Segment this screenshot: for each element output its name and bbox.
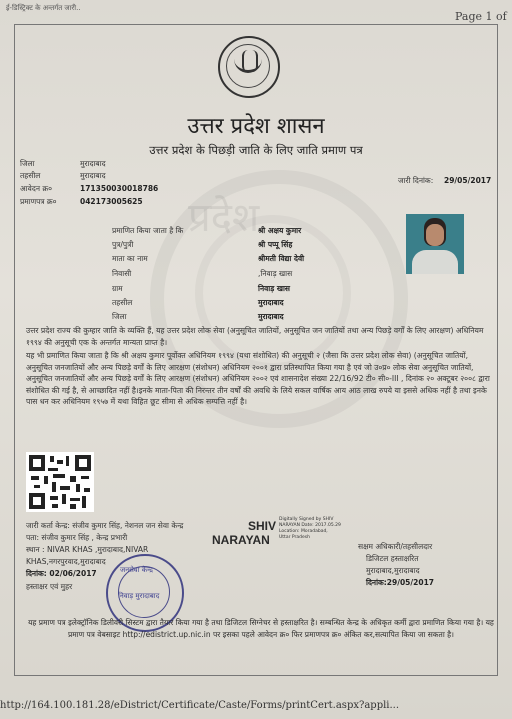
mother-label: माता का नाम [112, 254, 148, 263]
watermark-text: प्रदेश [188, 195, 260, 241]
authority-location: मुरादाबाद,मुरादाबाद [366, 566, 420, 575]
applicant-district-label: जिला [112, 312, 127, 321]
village-label: ग्राम [112, 284, 123, 293]
village-value: निवाड़ खास [258, 284, 290, 293]
mother-name: श्रीमती विद्या देवी [258, 254, 305, 263]
creamy-layer-paragraph: यह भी प्रमाणित किया जाता है कि श्री अक्षय कुमार पूर्वोक्त अधिनियम १९९४ (यथा संशोधित) की अनुसूची २ (जैसा कि उत्तर प्रदेश लोक सेवा) (अनुसूचित जातियों, अनुसूचित जनजातियों और अन्य पिछड़े वर्गों के लिए आरक्षण (संशोधन) अधिनियम २००१ द्वारा प्रतिस्थापित किया गया है एवं जो उ०प्र० लोक सेवा अनुसूचित जातियों, अनुसूचित जनजातियों और अन्य पिछड़े वर्गों के लिए आरक्षण (संशोधन) अधिनियम २००२ एवं शासनादेश संख्या 22/16/92 टी० सी०-III , दिनांक २० अक्टूबर २००८ द्वारा संशोधित की गई है, से आच्छादित नहीं है।इनके माता-पिता की निरन्तर तीन वर्षों की अवधि के लिये सकल वार्षिक आय आठ लाख रुपये या इससे अधिक नहीं है तथा इनके पास धन कर अधिनियम १९५७ में यथा विहित छूट सीमा से अधिक सम्पत्ति नहीं है। [26, 351, 490, 407]
applicant-name: श्री अक्षय कुमार [258, 226, 302, 235]
father-name: श्री पप्पू सिंह [258, 240, 293, 249]
seal-top-text: जनसेवा केन्द्र [120, 566, 153, 574]
seal-mid-text: निवाड़ मुरादाबाद [118, 592, 160, 600]
applicant-tehsil-label: तहसील [112, 298, 133, 307]
browser-header-text: ई-डिस्ट्रिक्ट के अन्तर्गत जारी.. [6, 4, 81, 12]
resident-label: निवासी [112, 269, 132, 278]
issuer-place-cont: KHAS,नगरपुरवाद,मुरादाबाद [26, 557, 106, 566]
issue-date: 29/05/2017 [444, 176, 492, 185]
certificate-number-label: प्रमाणपत्र क्र० [20, 197, 57, 206]
issuer-address: पता: संजीव कुमार सिंह , केन्द्र प्रभारी [26, 533, 128, 542]
issuer-place: स्थान : NIVAR KHAS ,मुरादाबाद,NIVAR [26, 545, 149, 554]
certificate-title: उत्तर प्रदेश शासन [187, 114, 325, 139]
resident-value: ,निवाड़ खास [258, 269, 293, 278]
applicant-tehsil-value: मुरादाबाद [258, 298, 284, 307]
signer-name-line2: NARAYAN [212, 533, 270, 547]
certificate-number: 042173005625 [80, 197, 143, 206]
applicant-district-value: मुरादाबाद [258, 312, 284, 321]
tehsil-value: मुरादाबाद [80, 171, 106, 180]
digital-sign-line2: NARAYAN Date: 2017.05.29 [279, 523, 341, 528]
verification-note: यह प्रमाण पत्र इलेक्ट्रॉनिक डिलीवरी सिस्टम द्वारा तैयार किया गया है तथा डिजिटल सिग्नेचर से हस्ताक्षरित है। सम्बन्धित केन्द्र के अधिकृत कर्मी द्वारा प्रमाणित किया गया है। यह प्रमाण पत्र वेबसाइट http://edistrict.up.nic.in पर इसका पहले आवेदन क्र० फिर प्रमाणपत्र क्र० अंकित कर,सत्यापित किया जा सकता है। [28, 618, 494, 639]
page-number: Page 1 of [455, 10, 507, 23]
digital-sign-line3: Location: Moradabad, [279, 529, 328, 534]
issue-date-label: जारी दिनांक: [398, 176, 434, 185]
print-url: http://164.100.181.28/eDistrict/Certificate/Caste/Forms/printCert.aspx?appli... [0, 700, 400, 711]
authority-designation: सक्षम अधिकारी/तहसीलदार [358, 542, 433, 551]
issuer-date: दिनांक: 02/06/2017 [26, 569, 97, 578]
applicant-photo [406, 214, 464, 274]
issuer-sign-label: हस्ताक्षर एवं मुहर [26, 582, 73, 591]
caste-declaration-paragraph: उत्तर प्रदेश राज्य की कुम्हार जाति के व्यक्ति हैं, यह उत्तर प्रदेश लोक सेवा (अनुसूचित जातियों, अनुसूचित जन जातियों तथा अन्य पिछड़े वर्गों के लिए आरक्षण) अधिनियम १९९४ की अनुसूची एक के अन्तर्गत मान्यता प्राप्त है। [26, 326, 484, 347]
authority-digital-note: डिजिटल हस्ताक्षरित [366, 554, 419, 563]
authority-date: दिनांक:29/05/2017 [366, 578, 435, 587]
qr-code [26, 452, 94, 512]
digital-sign-line4: Uttar Pradesh [279, 535, 310, 540]
up-state-emblem [218, 36, 280, 98]
certificate-subtitle: उत्तर प्रदेश के पिछड़ी जाति के लिए जाति प्रमाण पत्र [149, 143, 363, 157]
relation-label: पुत्र/पुत्री [112, 240, 134, 249]
district-label: जिला [20, 159, 35, 168]
tehsil-label: तहसील [20, 171, 41, 180]
application-number: 171350030018786 [80, 184, 159, 193]
district-value: मुरादाबाद [80, 159, 106, 168]
application-number-label: आवेदन क्र० [20, 184, 53, 193]
digital-sign-line1: Digitally Signed by SHIV [279, 517, 334, 522]
certify-intro: प्रमाणित किया जाता है कि [112, 226, 184, 235]
signer-name-line1: SHIV [248, 519, 277, 533]
issuer-centre: जारी कर्ता केन्द्र: संजीव कुमार सिंह, नेशनल जन सेवा केन्द्र [26, 521, 184, 530]
